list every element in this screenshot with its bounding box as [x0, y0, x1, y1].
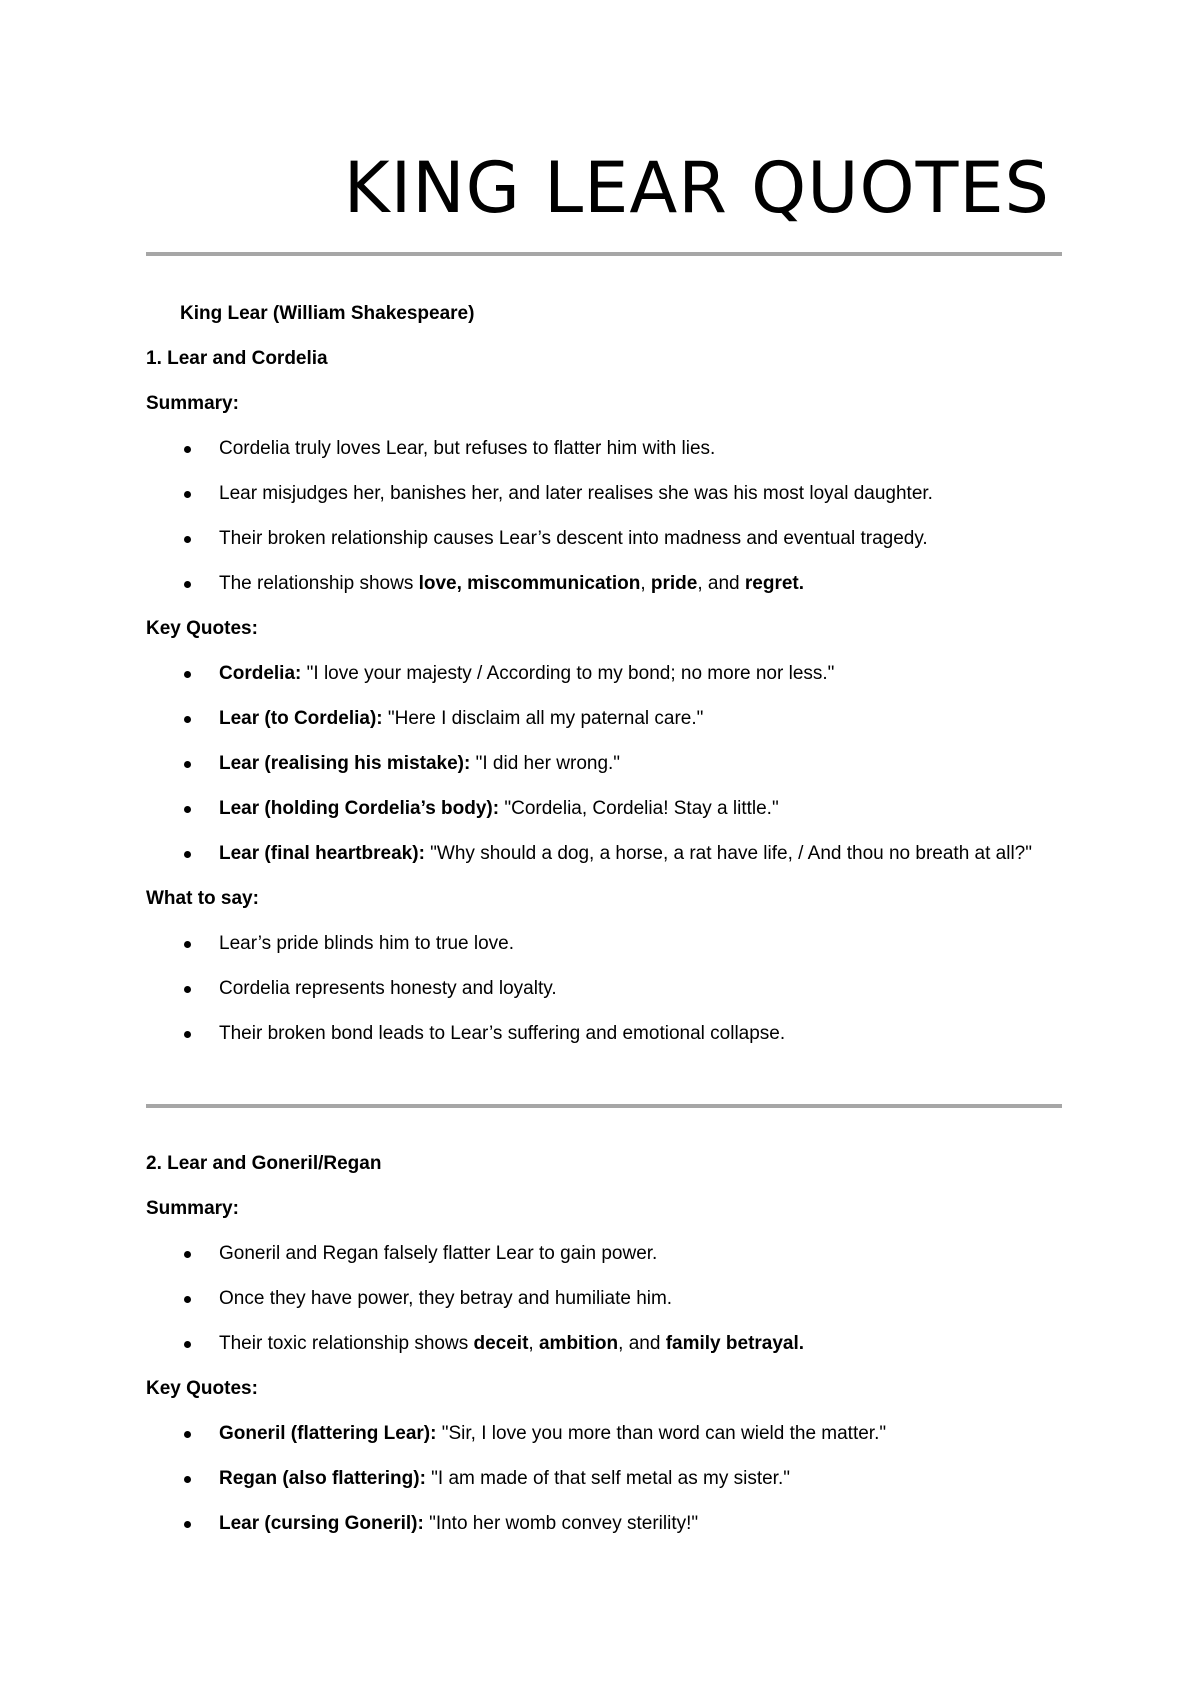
section-heading: 2. Lear and Goneril/Regan	[146, 1153, 382, 1174]
section-lear-goneril-regan	[146, 1150, 1062, 1555]
summary-label: Summary:	[146, 1198, 239, 1219]
bullet-icon	[184, 1476, 191, 1483]
keyword: love, miscommunication	[418, 573, 641, 594]
bullet-icon	[184, 941, 191, 948]
keyword: ambition	[538, 1333, 619, 1354]
bullet-icon	[184, 491, 191, 498]
summary-item	[146, 1330, 1062, 1375]
summary-item	[146, 570, 1062, 615]
summary-item	[146, 525, 1062, 570]
bullet-icon	[184, 716, 191, 723]
quote-item	[146, 1510, 1062, 1555]
separator: .	[798, 573, 805, 594]
summary-list	[146, 1240, 1062, 1375]
separator: , and	[697, 573, 745, 594]
bullet-icon	[184, 761, 191, 768]
bullet-icon	[184, 986, 191, 993]
quote-speaker: Cordelia:	[219, 663, 302, 684]
summary-item	[146, 1240, 1062, 1285]
summary-item	[146, 1285, 1062, 1330]
key-quotes-label: Key Quotes:	[146, 618, 258, 639]
quote-speaker: Lear (to Cordelia):	[219, 708, 383, 729]
bullet-icon	[184, 1296, 191, 1303]
summary-text: Cordelia truly loves Lear, but refuses to flatter him with lies.	[219, 438, 716, 459]
separator: ,	[640, 573, 651, 594]
quotes-list	[146, 660, 1062, 868]
what-to-say-label: What to say:	[146, 888, 259, 909]
say-text: Cordelia represents honesty and loyalty.	[219, 978, 557, 999]
summary-text: Lear misjudges her, banishes her, and later realises she was his most loyal daughter.	[219, 483, 933, 504]
summary-list	[146, 435, 1062, 615]
quote-text: "Sir, I love you more than word can wield the matter."	[436, 1423, 887, 1444]
quote-speaker: Lear (cursing Goneril):	[219, 1513, 424, 1534]
bullet-icon	[184, 1431, 191, 1438]
document-title: KING LEAR QUOTES	[343, 147, 1050, 229]
quote-item	[146, 840, 1062, 868]
keyword: regret	[744, 573, 799, 594]
quote-speaker: Lear (final heartbreak):	[219, 843, 425, 864]
bullet-icon	[184, 1521, 191, 1528]
say-item	[146, 975, 1062, 1020]
separator: .	[798, 1333, 805, 1354]
say-item	[146, 1020, 1062, 1065]
say-text: Their broken bond leads to Lear’s suffering and emotional collapse.	[219, 1023, 786, 1044]
section-lear-cordelia	[146, 300, 1062, 1065]
quote-text: "Why should a dog, a horse, a rat have life, / And thou no breath at all?"	[424, 843, 1032, 864]
say-text: Lear’s pride blinds him to true love.	[219, 933, 515, 954]
quote-item	[146, 795, 1062, 840]
quote-speaker: Goneril (flattering Lear):	[219, 1423, 437, 1444]
bullet-icon	[184, 1031, 191, 1038]
document-subtitle: King Lear (William Shakespeare)	[180, 303, 475, 324]
bullet-icon	[184, 581, 191, 588]
quote-text: "I am made of that self metal as my sister."	[425, 1468, 790, 1489]
keyword: pride	[650, 573, 698, 594]
bullet-icon	[184, 851, 191, 858]
bullet-icon	[184, 446, 191, 453]
quote-text: "Here I disclaim all my paternal care."	[382, 708, 704, 729]
keyword: deceit	[473, 1333, 529, 1354]
quote-text: "I love your majesty / According to my bond; no more nor less."	[301, 663, 835, 684]
summary-text: Goneril and Regan falsely flatter Lear to gain power.	[219, 1243, 658, 1264]
separator: ,	[528, 1333, 539, 1354]
section-heading: 1. Lear and Cordelia	[146, 348, 328, 369]
quote-item	[146, 705, 1062, 750]
say-item	[146, 930, 1062, 975]
quote-text: "Cordelia, Cordelia! Stay a little."	[499, 798, 779, 819]
quote-speaker: Lear (holding Cordelia’s body):	[219, 798, 500, 819]
keyword: family betrayal	[665, 1333, 799, 1354]
summary-text: Once they have power, they betray and humiliate him.	[219, 1288, 673, 1309]
what-to-say-list	[146, 930, 1062, 1065]
bullet-icon	[184, 1251, 191, 1258]
quote-text: "Into her womb convey sterility!"	[423, 1513, 699, 1534]
key-quotes-label: Key Quotes:	[146, 1378, 258, 1399]
summary-label: Summary:	[146, 393, 239, 414]
bullet-icon	[184, 671, 191, 678]
title-divider	[146, 252, 1062, 256]
summary-text: Their broken relationship causes Lear’s descent into madness and eventual tragedy.	[219, 528, 928, 549]
summary-item	[146, 435, 1062, 480]
quote-item	[146, 1420, 1062, 1465]
summary-item	[146, 480, 1062, 525]
quote-text: "I did her wrong."	[470, 753, 621, 774]
quote-speaker: Regan (also flattering):	[219, 1468, 426, 1489]
section-divider	[146, 1104, 1062, 1108]
summary-text: The relationship shows	[219, 573, 419, 594]
quote-speaker: Lear (realising his mistake):	[219, 753, 471, 774]
quote-item	[146, 750, 1062, 795]
summary-text: Their toxic relationship shows	[219, 1333, 474, 1354]
bullet-icon	[184, 806, 191, 813]
quote-item	[146, 1465, 1062, 1510]
quotes-list	[146, 1420, 1062, 1555]
bullet-icon	[184, 536, 191, 543]
separator: , and	[618, 1333, 666, 1354]
quote-item	[146, 660, 1062, 705]
bullet-icon	[184, 1341, 191, 1348]
